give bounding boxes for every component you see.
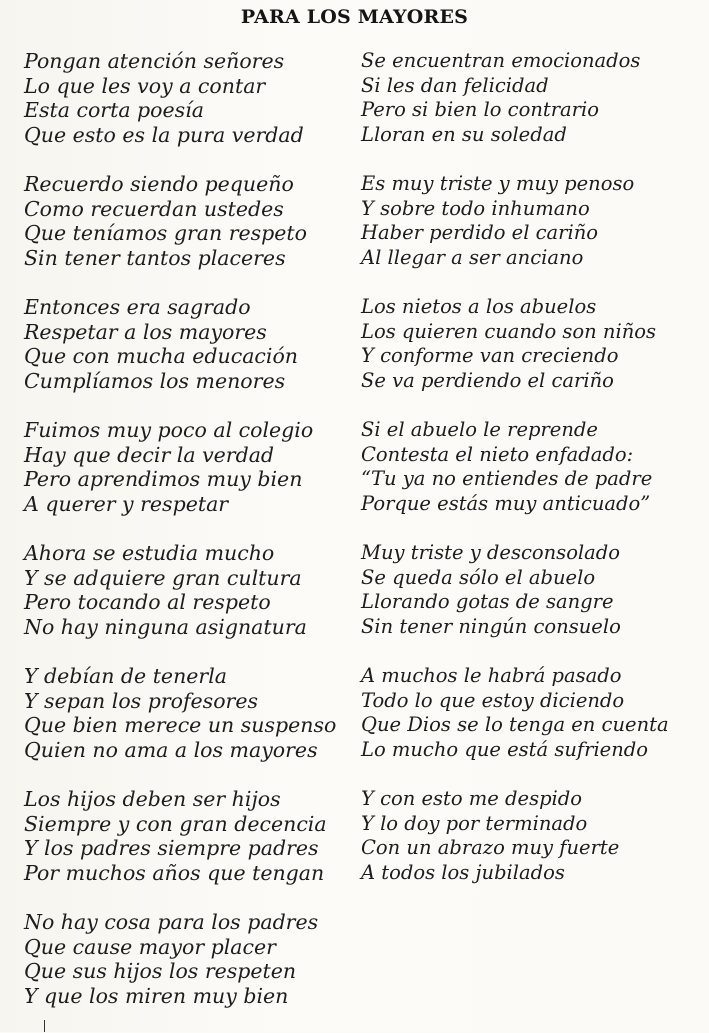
verse-line: No hay cosa para los padres [24,910,319,934]
verse-line: Y lo doy por terminado [361,811,588,835]
stanza [361,172,706,270]
verse-line: No hay ninguna asignatura [24,614,307,639]
verse-line: Recuerdo siendo pequeño [24,172,294,196]
verse-line: Hay que decir la verdad [24,442,275,467]
verse-line: Pero aprendimos muy bien [24,467,303,491]
verse-line: Y que los miren muy bien [24,983,289,1008]
left-column [24,49,354,1033]
verse-line: Respetar a los mayores [24,319,267,344]
verse-line: Y con esto me despido [361,787,583,810]
verse-line: Que Dios se lo tenga en cuenta [361,713,669,736]
stanza [24,664,354,762]
verse-line: Los hijos deben ser hijos [24,787,281,811]
verse-line: Y conforme van creciendo [361,344,619,367]
verse-line: Entonces era sagrado [24,295,251,319]
verse-line: A todos los jubilados [361,860,565,884]
right-column [361,49,706,910]
verse-line: Porque estás muy anticuado” [361,491,651,515]
verse-line: Pero tocando al respeto [24,590,271,614]
stanza [361,664,706,762]
verse-line: Que cause mayor placer [24,934,276,959]
verse-line: Que bien merece un suspenso [24,713,337,737]
stanza [361,787,706,885]
verse-line: Y debían de tenerla [24,664,227,688]
verse-line: Haber perdido el cariño [361,221,599,244]
verse-line: Esta corta poesía [24,98,204,122]
verse-line: Quien no ama a los mayores [24,737,318,762]
stanza [24,787,354,885]
stanza [361,295,706,393]
verse-line: Al llegar a ser anciano [361,245,584,269]
stanza [24,172,354,270]
verse-line: Cumplíamos los menores [24,368,286,393]
verse-line: Ahora se estudia mucho [24,541,275,565]
verse-line: Muy triste y desconsolado [361,541,621,564]
verse-line: Llorando gotas de sangre [361,590,614,613]
verse-line: Que con mucha educación [24,344,299,368]
verse-line: Los quieren cuando son niños [361,319,657,343]
verse-line: Sin tener tantos placeres [24,245,286,270]
verse-line: Se queda sólo el abuelo [361,565,596,589]
stanza [24,910,354,1008]
verse-line: Todo lo que estoy diciendo [361,688,625,712]
verse-line: Como recuerdan ustedes [24,196,284,221]
stanza [361,49,706,147]
verse-line: Y sepan los profesores [24,688,258,713]
verse-line: Y los padres siempre padres [24,836,319,860]
verse-line: Si les dan felicidad [361,73,549,97]
stanza [361,541,706,639]
verse-line: A muchos le habrá pasado [361,664,622,687]
verse-line: Si el abuelo le reprende [361,418,598,441]
stanza [24,49,354,147]
verse-line: Sin tener ningún consuelo [361,614,621,638]
verse-line: Pongan atención señores [24,49,285,73]
stanza [361,418,706,516]
stanza [24,418,354,516]
verse-line: Fuimos muy poco al colegio [24,418,314,442]
verse-line: Con un abrazo muy fuerte [361,836,620,859]
verse-line: Siempre y con gran decencia [24,811,327,836]
verse-line: Es muy triste y muy penoso [361,172,635,195]
verse-line: Los nietos a los abuelos [361,295,597,318]
verse-line: Lo mucho que está sufriendo [361,737,649,761]
verse-line: “Tu ya no entiendes de padre [361,467,653,490]
verse-line: Se encuentran emocionados [361,49,641,72]
verse-line: Que esto es la pura verdad [24,122,304,147]
verse-line: Y sobre todo inhumano [361,196,590,220]
verse-line: Contesta el nieto enfadado: [361,442,634,466]
poem-title: PARA LOS MAYORES [240,6,469,28]
page-edge-mark [44,1020,45,1032]
verse-line: Lo que les voy a contar [24,73,266,98]
verse-line: Que teníamos gran respeto [24,221,307,245]
verse-line: Pero si bien lo contrario [361,98,599,121]
verse-line: Y se adquiere gran cultura [24,565,302,590]
verse-line: Por muchos años que tengan [24,860,325,885]
verse-line: A querer y respetar [24,491,229,516]
stanza [24,541,354,639]
verse-line: Que sus hijos los respeten [24,959,297,983]
verse-line: Se va perdiendo el cariño [361,368,614,392]
verse-line: Lloran en su soledad [361,122,567,146]
stanza [24,295,354,393]
